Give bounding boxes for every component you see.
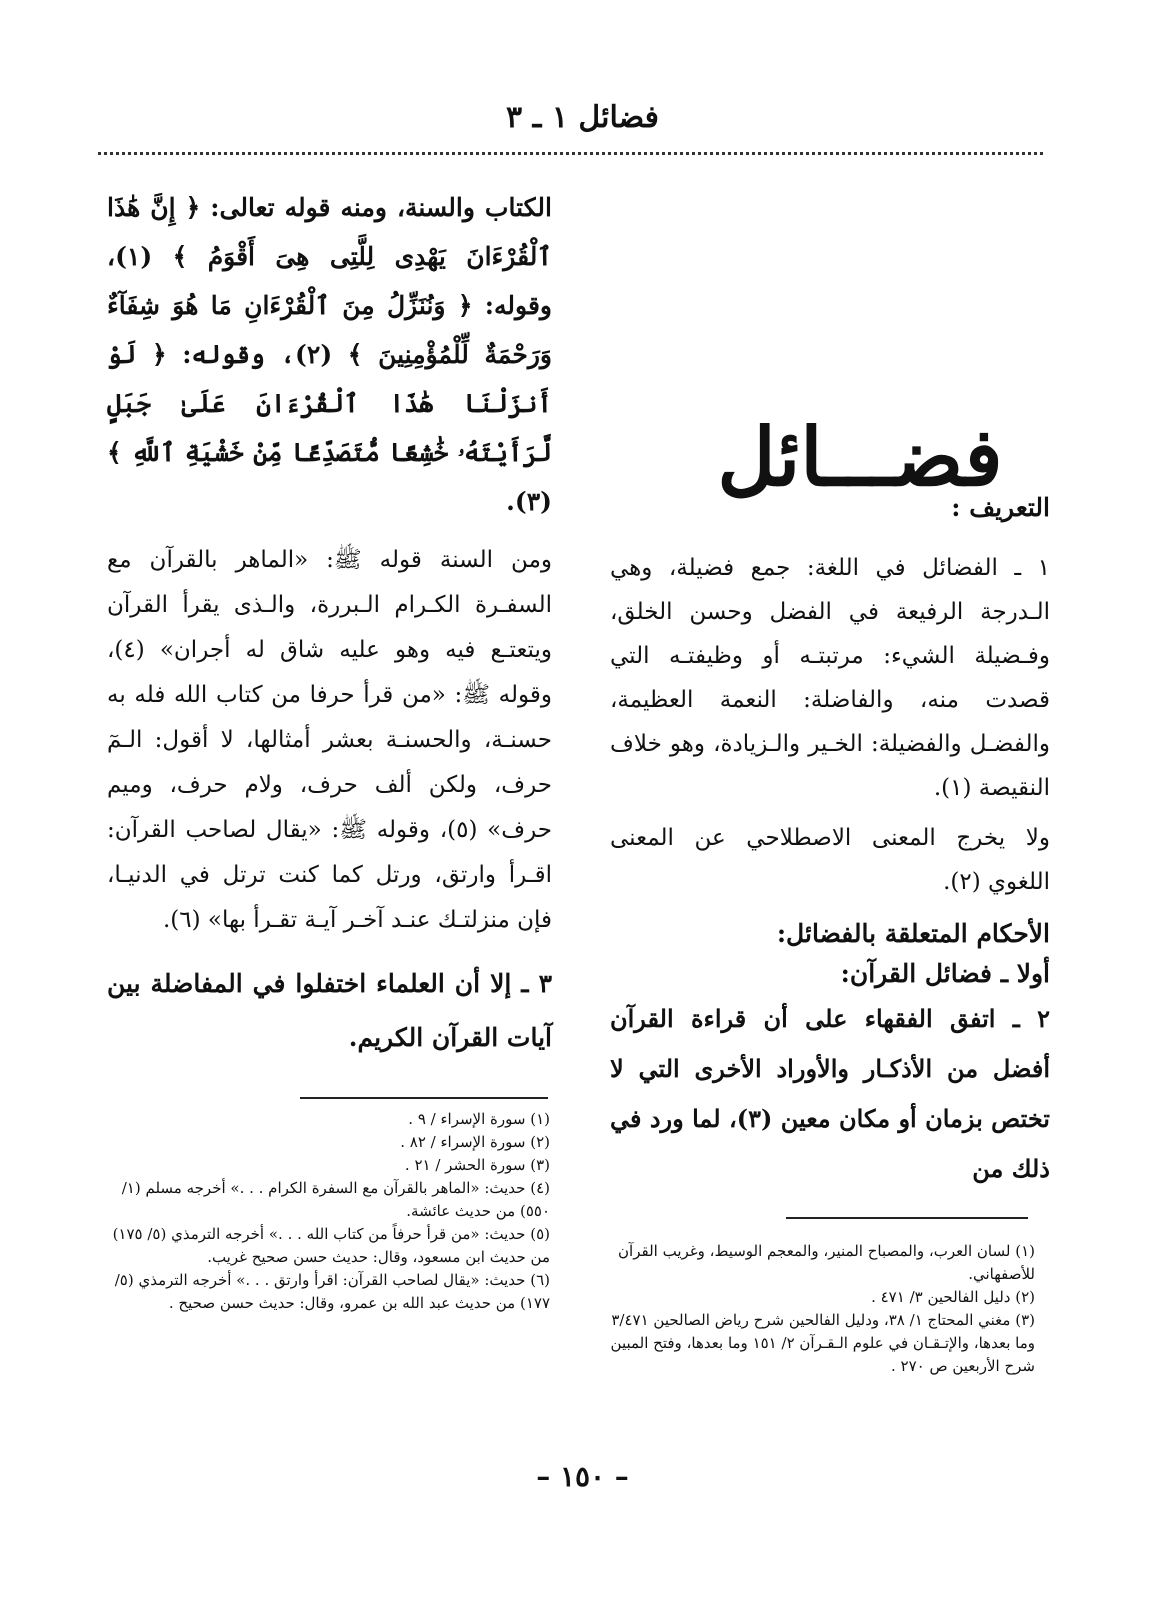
right-column [610, 488, 1050, 1194]
footnote: (٥) حديث: «من قرأ حرفاً من كتاب الله . . .» أخرجه الترمذي (٥/ ١٧٥) من حديث ابن مسعود، وقال: حديث حسن صحيح غريب. [112, 1225, 550, 1266]
footnote: (٢) سورة الإسراء / ٨٢ . [400, 1133, 550, 1151]
scholars-dispute-paragraph: ٣ ـ إلا أن العلماء اختفلوا في المفاضلة بين آيات القرآن الكريم. [107, 969, 552, 1052]
definition-heading: التعريف : [951, 493, 1050, 522]
footnote: (٤) حديث: «الماهر بالقرآن مع السفرة الكرام . . .» أخرجه مسلم (١/ ٥٥٠) من حديث عائشة. [121, 1179, 550, 1220]
technical-meaning-paragraph: ولا يخرج المعنى الاصطلاحي عن المعنى اللغوي (٢). [610, 825, 1050, 895]
right-footnotes [595, 1240, 1035, 1378]
footnote: (٢) دليل الفالحين ٣/ ٤٧١ . [871, 1288, 1035, 1306]
right-footnote-rule [786, 1217, 1028, 1219]
page-number: – ١٥٠ – [536, 1460, 629, 1493]
quran-verses-paragraph: الكتاب والسنة، ومنه قوله تعالى: ﴿ إِنَّ هَٰذَا ٱلْقُرْءَانَ يَهْدِى لِلَّتِى هِىَ أَقْوَمُ ﴾ (١)، وقوله: ﴿ وَنُنَزِّلُ مِنَ ٱلْقُرْءَانِ مَا هُوَ شِفَآءٌ وَرَحْمَةٌ لِّلْمُؤْمِنِينَ ﴾ (٢)، وقوله: ﴿ لَوْ أَنزَلْنَا هَٰذَا ٱلْقُرْءَانَ عَلَىٰ جَبَلٍ لَّرَأَيْتَهُۥ خَٰشِعًا مُّتَصَدِّعًا مِّنْ خَشْيَةِ ٱللَّهِ ﴾ (٣). [107, 193, 552, 516]
header-dotted-rule [98, 152, 1043, 155]
quran-virtues-subheading: أولا ـ فضائل القرآن: [840, 959, 1050, 988]
footnote: (٣) سورة الحشر / ٢١ . [404, 1156, 550, 1174]
running-header: فضائل ١ ـ ٣ [506, 100, 659, 135]
left-footnote-rule [300, 1097, 548, 1099]
quran-recitation-paragraph: ٢ ـ اتفق الفقهاء على أن قراءة القرآن أفضل من الأذكـار والأوراد الأخرى التي لا تختص بزمان أو مكان معين (٣)، لما ورد في ذلك من [610, 1004, 1050, 1183]
footnote: (١) لسان العرب، والمصباح المنير، والمعجم الوسيط، وغريب القرآن للأصفهاني. [618, 1242, 1035, 1283]
definition-paragraph: ١ ـ الفضائل في اللغة: جمع فضيلة، وهي الـدرجة الرفيعة في الفضل وحسن الخلق، وفـضيلة الشيء: مرتبتـه أو وظيفتـه التي قصدت منه، والفاضلة: النعمة العظيمة، والفضـل والفضيلة: الخـير والـزيادة، وهو خلاف النقيصة (١). [610, 555, 1050, 801]
left-footnotes [110, 1108, 550, 1315]
footnote: (٣) مغني المحتاج ١/ ٣٨، ودليل الفالحين شرح رياض الصالحين ٣/٤٧١ وما بعدها، والإتـقـان في علوم الـقـرآن ٢/ ١٥١ وما بعدها، وفتح المبين شرح الأربعين ص ٢٧٠ . [610, 1311, 1035, 1375]
footnote: (١) سورة الإسراء / ٩ . [408, 1110, 550, 1128]
left-column [107, 183, 552, 1065]
rulings-heading: الأحكام المتعلقة بالفضائل: [776, 919, 1050, 948]
footnote: (٦) حديث: «يقال لصاحب القرآن: اقرأ وارتق . . .» أخرجه الترمذي (٥/ ١٧٧) من حديث عبد الله بن عمرو، وقال: حديث حسن صحيح . [114, 1271, 550, 1312]
sunnah-paragraph: ومن السنة قوله ﷺ: «الماهر بالقرآن مع السفـرة الكـرام الـبررة، والـذى يقرأ القرآن ويتعتـع فيه وهو عليه شاق له أجران» (٤)، وقوله ﷺ: «من قرأ حرفا من كتاب الله فله به حسنـة، والحسنـة بعشر أمثالها، لا أقول: الـمٓ حرف، ولكن ألف حرف، ولام حرف، وميم حرف» (٥)، وقوله ﷺ: «يقال لصاحب القرآن: اقـرأ وارتق، ورتل كما كنت ترتل في الدنيـا، فإن منزلتـك عنـد آخـر آيـة تقـرأ بها» (٦). [107, 547, 553, 933]
chapter-title: فضـــائل [717, 410, 1003, 504]
